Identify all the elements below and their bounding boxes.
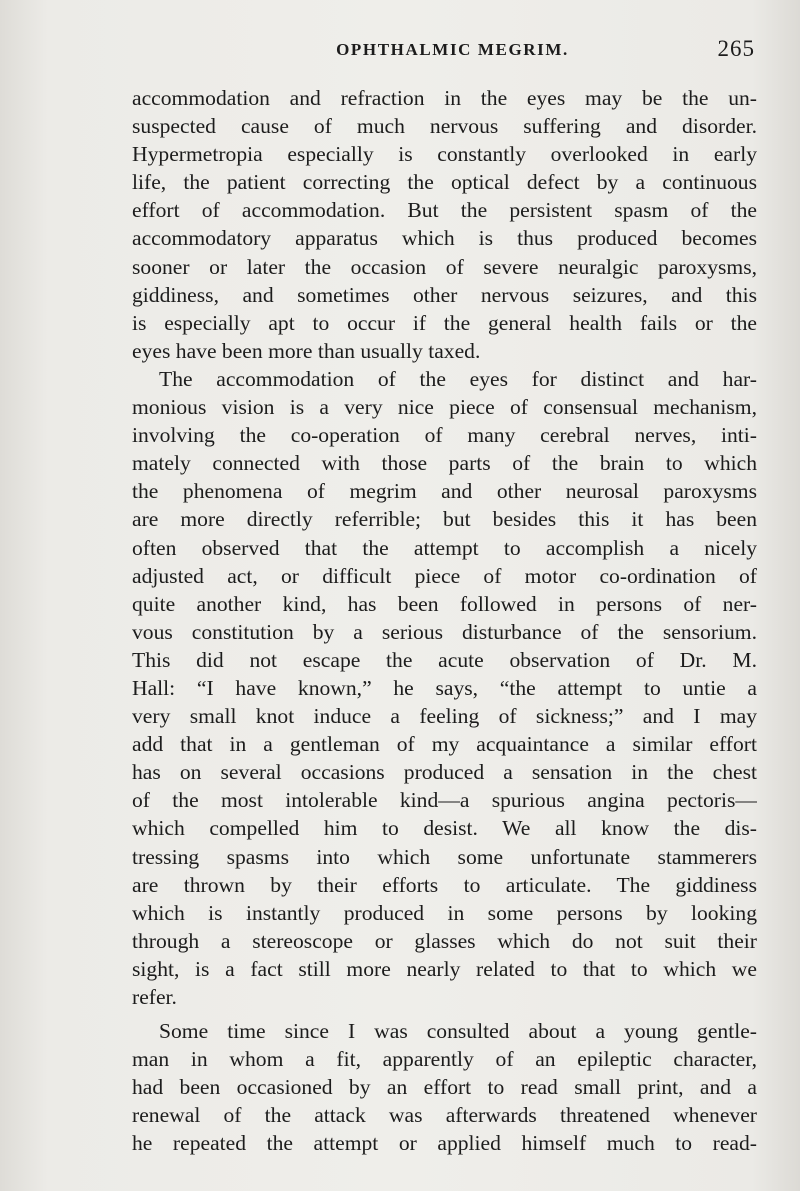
- text-line: tressing spasms into which some unfortunate stammerers: [132, 844, 757, 869]
- text-line: is especially apt to occur if the general health fails or the: [132, 310, 757, 335]
- text-line: monious vision is a very nice piece of consensual mechanism,: [132, 395, 757, 420]
- paragraph-2: [132, 365, 757, 1011]
- text-line: accommodation and refraction in the eyes may be the un-: [132, 86, 757, 110]
- text-line: Some time since I was consulted about a young gentle-: [159, 1019, 757, 1044]
- text-line: the phenomena of megrim and other neurosal paroxysms: [132, 479, 757, 504]
- page-header: [130, 36, 755, 70]
- text-line: effort of accommodation. But the persistent spasm of the: [132, 198, 757, 223]
- text-line: suspected cause of much nervous suffering and disorder.: [132, 114, 757, 139]
- paragraph-3: [132, 1017, 757, 1157]
- text-line: are more directly referrible; but besides this it has been: [132, 507, 757, 532]
- text-line: refer.: [132, 985, 177, 1009]
- text-line: man in whom a fit, apparently of an epileptic character,: [132, 1047, 757, 1072]
- text-line: vous constitution by a serious disturbance of the sensorium.: [132, 619, 757, 644]
- text-line: life, the patient correcting the optical defect by a continuous: [132, 170, 757, 195]
- paragraph-1: [132, 84, 757, 365]
- text-line: mately connected with those parts of the brain to which: [132, 451, 757, 476]
- text-line: which compelled him to desist. We all know the dis-: [132, 816, 757, 841]
- running-title: OPHTHALMIC MEGRIM.: [336, 40, 569, 59]
- text-line: giddiness, and sometimes other nervous seizures, and this: [132, 282, 757, 307]
- text-line: eyes have been more than usually taxed.: [132, 338, 481, 363]
- text-line: has on several occasions produced a sensation in the chest: [132, 760, 757, 785]
- text-line: Hypermetropia especially is constantly overlooked in early: [132, 142, 757, 167]
- text-line: involving the co-operation of many cerebral nerves, inti-: [132, 423, 757, 448]
- text-line: through a stereoscope or glasses which do not suit their: [132, 928, 757, 953]
- text-line: of the most intolerable kind—a spurious angina pectoris—: [132, 788, 757, 813]
- page-number: 265: [717, 36, 755, 61]
- text-line: very small knot induce a feeling of sickness;” and I may: [132, 704, 757, 729]
- text-line: The accommodation of the eyes for distinct and har-: [159, 366, 757, 391]
- text-line: adjusted act, or difficult piece of motor co-ordination of: [132, 563, 757, 588]
- text-line: accommodatory apparatus which is thus produced becomes: [132, 226, 757, 251]
- text-line: had been occasioned by an effort to read small print, and a: [132, 1075, 757, 1100]
- text-line: often observed that the attempt to accomplish a nicely: [132, 535, 757, 560]
- text-line: he repeated the attempt or applied himself much to read-: [132, 1131, 757, 1156]
- text-line: Hall: “I have known,” he says, “the attempt to untie a: [132, 675, 757, 700]
- text-line: add that in a gentleman of my acquaintance a similar effort: [132, 732, 757, 757]
- text-line: renewal of the attack was afterwards threatened whenever: [132, 1103, 757, 1128]
- text-line: sooner or later the occasion of severe neuralgic paroxysms,: [132, 254, 757, 279]
- text-line: This did not escape the acute observation of Dr. M.: [132, 647, 757, 672]
- text-line: which is instantly produced in some persons by looking: [132, 900, 757, 925]
- text-line: quite another kind, has been followed in persons of ner-: [132, 591, 757, 616]
- text-line: are thrown by their efforts to articulate. The giddiness: [132, 872, 757, 897]
- body-text: [132, 84, 757, 1158]
- text-line: sight, is a fact still more nearly related to that to which we: [132, 956, 757, 981]
